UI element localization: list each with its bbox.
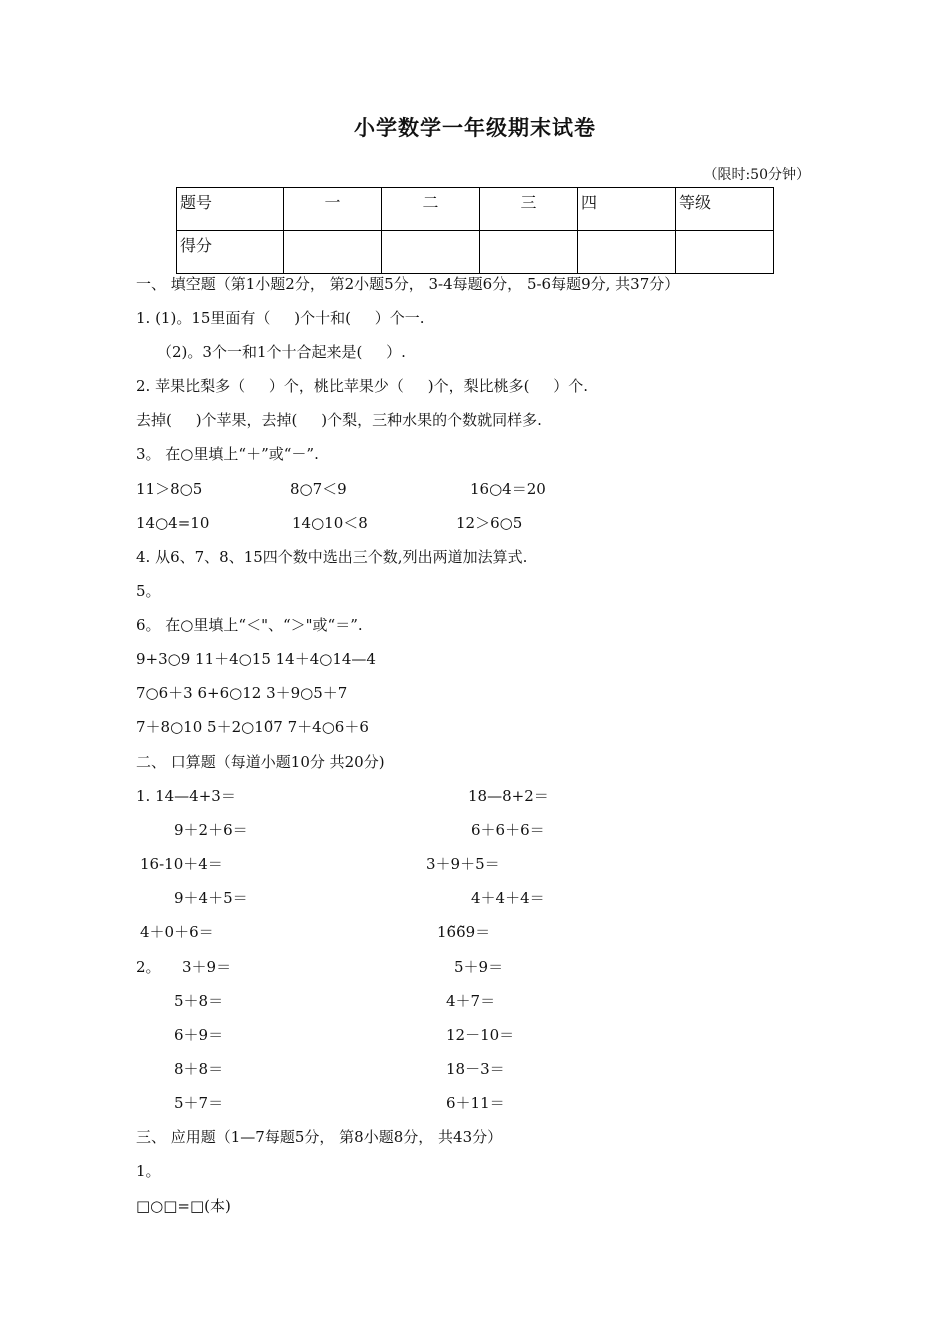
header-cell-part-3: 三 — [480, 188, 578, 231]
oral-calc-item: 18—8+2＝ — [468, 787, 549, 805]
question-6-row: 7＋8○10 5＋2○10̃7 7＋4○6＋6 — [136, 718, 369, 736]
time-limit: （限时:50分钟） — [703, 167, 810, 183]
score-cell[interactable] — [284, 231, 382, 274]
oral-calc-item: 4＋4＋4＝ — [471, 889, 545, 907]
score-cell[interactable] — [382, 231, 480, 274]
question-2-line-2: 去掉( )个苹果，去掉( )个梨，三种水果的个数就同样多. — [136, 411, 542, 429]
oral-calc-item: 4＋7＝ — [446, 992, 496, 1010]
oral-calc-item: 16̃6̃9＝ — [437, 923, 491, 941]
header-cell-part-1: 一 — [284, 188, 382, 231]
oral-calc-item: 6＋6＋6＝ — [471, 821, 545, 839]
oral-calc-item: 1. 14—4+3＝ — [136, 787, 236, 805]
header-cell-part-4: 四 — [578, 188, 676, 231]
question-2-line-1: 2. 苹果比梨多（ ）个，桃比苹果少（ )个，梨比桃多( ）个. — [136, 377, 589, 395]
question-6-row: 7○6＋3 6+6○12 3＋9○5＋7 — [136, 684, 348, 702]
question-3-item: 16○4＝20 — [470, 480, 546, 498]
oral-calc-item: 16-10＋4＝ — [140, 855, 223, 873]
question-1-part-2: （2)。3个一和1个十合起来是( ）. — [157, 343, 406, 361]
oral-calc-item: 5＋9＝ — [454, 958, 504, 976]
oral-calc-item: 9＋2＋6＝ — [174, 821, 248, 839]
question-3-item: 14○4=10 — [136, 514, 210, 532]
header-cell-grade: 等级 — [676, 188, 774, 231]
oral-calc-item: 8＋8＝ — [174, 1060, 224, 1078]
score-row-label: 得分 — [177, 231, 284, 274]
question-3-item: 11＞8○5 — [136, 480, 203, 498]
oral-calc-item: 3＋9＝ — [182, 958, 232, 976]
oral-calc-item: 5＋7＝ — [174, 1094, 224, 1112]
question-3-item: 12＞6○5 — [456, 514, 523, 532]
question-5-label: 5。 — [136, 582, 161, 600]
score-cell[interactable] — [578, 231, 676, 274]
question-1-part-1: 1. (1)。15里面有（ )个十和( ）个一. — [136, 309, 425, 327]
score-cell[interactable] — [676, 231, 774, 274]
application-q1-formula: □○□=□(本) — [136, 1197, 231, 1215]
oral-calc-q2-label: 2。 — [136, 958, 161, 976]
application-q1-label: 1。 — [136, 1162, 161, 1180]
oral-calc-item: 12－10＝ — [446, 1026, 515, 1044]
oral-calc-item: 9＋4＋5＝ — [174, 889, 248, 907]
section3-heading: 三、 应用题（1—7每题5分， 第8小题8分， 共43分） — [136, 1128, 503, 1146]
page-title: 小学数学一年级期末试卷 — [354, 116, 596, 140]
question-3-item: 8○7＜9 — [290, 480, 347, 498]
oral-calc-item: 6＋11＝ — [446, 1094, 505, 1112]
oral-calc-item: 18－3＝ — [446, 1060, 505, 1078]
oral-calc-item: 6＋9＝ — [174, 1026, 224, 1044]
score-table — [176, 187, 774, 274]
section1-heading: 一、 填空题（第1小题2分， 第2小题5分， 3-4每题6分， 5-6每题9分, 共37分） — [136, 275, 680, 293]
question-3-item: 14○10＜8 — [292, 514, 368, 532]
section2-heading: 二、 口算题（每道小题10分 共20分) — [136, 753, 385, 771]
score-table-score-row — [177, 231, 774, 274]
score-table-header-row — [177, 188, 774, 231]
question-6-row: 9+3○9 11＋4○15 14＋4○14—4 — [136, 650, 376, 668]
oral-calc-item: 5＋8＝ — [174, 992, 224, 1010]
question-6-prompt: 6。 在○里填上“＜"、“＞"或“＝”. — [136, 616, 363, 634]
header-cell-question-number: 题号 — [177, 188, 284, 231]
header-cell-part-2: 二 — [382, 188, 480, 231]
question-4-prompt: 4. 从6、7、8、15四个数中选出三个数,列出两道加法算式. — [136, 548, 528, 566]
oral-calc-item: 3＋9＋5＝ — [426, 855, 500, 873]
score-cell[interactable] — [480, 231, 578, 274]
oral-calc-item: 4＋0＋6＝ — [140, 923, 214, 941]
question-3-prompt: 3。 在○里填上“＋”或“－”. — [136, 445, 319, 463]
